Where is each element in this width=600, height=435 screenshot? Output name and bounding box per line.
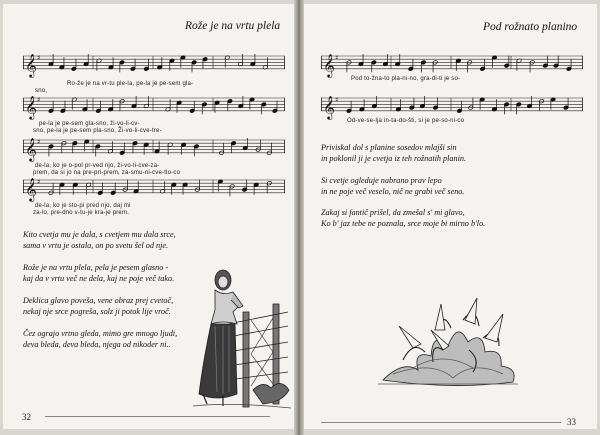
lyric-line: pe-la je pe-sem gla-sno, ži-vo-li-cv- (39, 121, 140, 127)
verse-line: Deklica glavo poveša, vene obraz prej cvetoč, (23, 296, 174, 305)
svg-text:𝄞: 𝄞 (25, 176, 37, 201)
verse-2 (321, 176, 571, 197)
lyric-line: de-la, ko je o-pol pr-ved njo, ži-vo-li-cve-za- (35, 163, 160, 169)
verse-line: deva bleda, deva bleda, njega od nikoder ni.. (23, 339, 171, 349)
svg-text:𝄞: 𝄞 (25, 94, 37, 119)
music-staff-left-2 (23, 92, 285, 122)
verse-1 (23, 230, 213, 251)
svg-text:𝄞: 𝄞 (323, 94, 335, 119)
girl-at-fence-illustration (193, 262, 293, 412)
svg-text:♯: ♯ (37, 138, 41, 146)
song-title-left: Rože je na vrtu plela (185, 20, 281, 32)
svg-text:♯: ♯ (37, 96, 41, 104)
music-staff-left-4 (23, 174, 285, 204)
footer-rule (45, 416, 270, 417)
verse-line: Si cvetje ogleduje nabrano prav lepo (321, 176, 442, 185)
verse-line: in poklonil ji je cvetja iz teh rožnatih planin. (321, 153, 467, 163)
svg-text:𝄞: 𝄞 (25, 52, 37, 77)
book-gutter (294, 0, 304, 435)
music-staff-left-1 (23, 50, 285, 80)
verse-1 (321, 143, 571, 164)
lyric-line: Pod to-žna-to pla-ni-no, gra-di-ti je so- (351, 76, 461, 82)
verse-line: nekaj nje srce pogreša, solz ji potok lije vroč. (23, 306, 171, 316)
lyric-line: prem, da si jo na pre-pri-prem, za-smu-ni-cve-tlo-co (33, 170, 181, 176)
flower-illustration (373, 290, 523, 390)
verse-3 (321, 208, 591, 229)
lyric-line: de-la, ko je sto-pi pred njo, daj mi (35, 203, 131, 209)
svg-text:♯: ♯ (37, 54, 41, 62)
lyric-line: Od-ve-se-lja in-ta-do-šti, si je pe-so-ni-co (347, 118, 465, 124)
svg-text:♯: ♯ (335, 96, 339, 104)
page-number-right: 33 (567, 417, 576, 427)
verse-line: Kito cvetja mu je dala, s cvetjem mu dala srce, (23, 230, 176, 239)
footer-rule (321, 422, 561, 423)
song-title-right: Pod rožnato planino (483, 21, 578, 33)
verse-line: sama v vrtu je ostala, on po svetu šel od nje. (23, 240, 169, 250)
lyric-line: sno, pe-la je pe-sem pla-sno, Ži-vo-li-cve-tre- (33, 128, 162, 134)
verse-line: Rože je na vrtu plela, pela je pesem glasno - (23, 263, 169, 272)
page-number-left: 32 (22, 412, 31, 422)
verse-line: Čez ograjo vrtno gleda, mimo gre mnogo ljudi, (23, 329, 178, 338)
verse-2 (23, 263, 213, 284)
verse-line: Zakaj si fantič prišel, da zmešal s' mi glavo, (321, 208, 465, 217)
lyric-line: za-lo, pre-dno v-tu-je kra-je prem. (33, 210, 130, 216)
svg-text:𝄞: 𝄞 (323, 52, 335, 77)
svg-text:♯: ♯ (37, 178, 41, 186)
music-staff-left-3 (23, 134, 285, 164)
verse-line: Priviskal dol s planine sosedov mlajši sin (321, 143, 457, 152)
svg-text:𝄞: 𝄞 (25, 136, 37, 161)
verse-4 (23, 329, 213, 350)
lyric-line: sno, (35, 88, 48, 94)
svg-text:♯: ♯ (335, 54, 339, 62)
verse-3 (23, 296, 213, 317)
right-page (301, 4, 597, 429)
verse-line: kaj da v vrtu več ne dela, kaj ne poje več tako. (23, 273, 175, 283)
verse-line: Ko b' jaz tebe ne poznala, srce moje bi mirno b'lo. (321, 218, 486, 228)
left-page (3, 4, 296, 429)
verse-line: in ne poje več veselo, nič ne grabi več seno. (321, 186, 465, 196)
lyric-line: Ro-že je na vr-tu ple-la, pe-la je pe-sem gla- (67, 81, 194, 87)
